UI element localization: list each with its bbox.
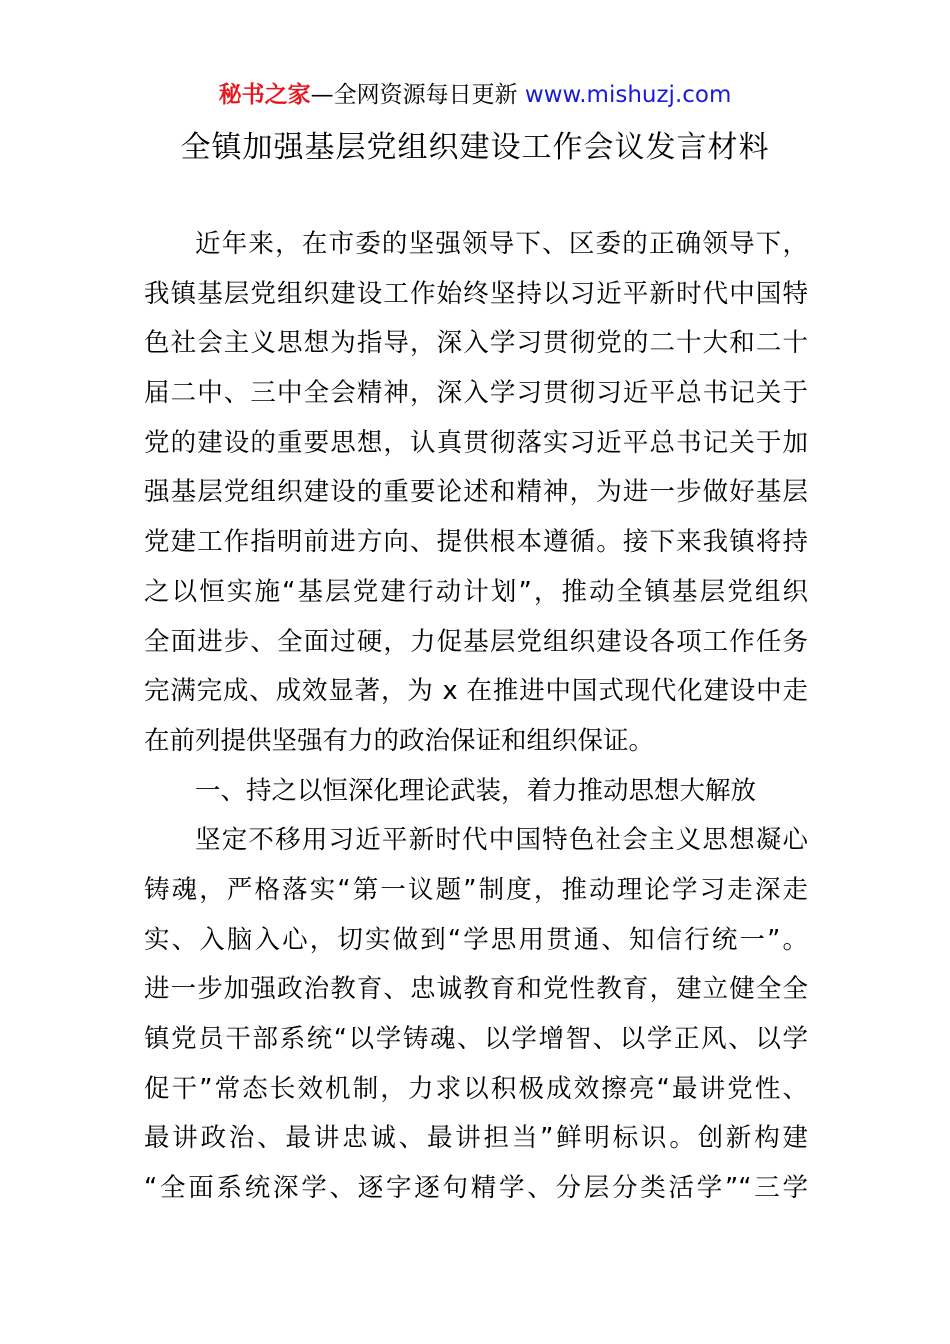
paragraph-line: 近年来，在市委的坚强领导下、区委的正确领导下，: [195, 229, 808, 259]
brand-name: 秘书之家: [218, 82, 311, 108]
paragraph-line: 在前列提供坚强有力的政治保证和组织保证。: [144, 725, 655, 756]
paragraph-line: 我镇基层党组织建设工作始终坚持以习近平新时代中国特: [144, 278, 808, 309]
paragraph-line: 完满完成、成效显著，为 x 在推进中国式现代化建设中走: [144, 676, 808, 707]
header-slogan: —全网资源每日更新: [310, 82, 525, 108]
paragraph-line: 坚定不移用习近平新时代中国特色社会主义思想凝心: [195, 825, 808, 856]
document-body: [144, 220, 808, 1214]
paragraph-line: 届二中、三中全会精神，深入学习贯彻习近平总书记关于: [144, 378, 808, 409]
site-url[interactable]: www.mishuzj.com: [524, 82, 732, 108]
paragraph-line: 强基层党组织建设的重要论述和精神，为进一步做好基层: [144, 477, 808, 508]
paragraph-line: 全面进步、全面过硬，力促基层党组织建设各项工作任务: [144, 626, 808, 657]
paragraph-line: 最讲政治、最讲忠诚、最讲担当”鲜明标识。创新构建: [144, 1123, 808, 1154]
document-title: 全镇加强基层党组织建设工作会议发言材料: [180, 130, 770, 165]
paragraph-line: 色社会主义思想为指导，深入学习贯彻党的二十大和二十: [144, 328, 808, 359]
paragraph-line: 党的建设的重要思想，认真贯彻落实习近平总书记关于加: [144, 427, 808, 458]
paragraph-line: 党建工作指明前进方向、提供根本遵循。接下来我镇将持: [144, 527, 808, 558]
paragraph-line: 铸魂，严格落实“第一议题”制度，推动理论学习走深走: [144, 874, 808, 905]
paragraph-line: 促干”常态长效机制，力求以积极成效擦亮“最讲党性、: [144, 1073, 808, 1104]
site-header: [0, 78, 950, 112]
paragraph-line: 实、入脑入心，切实做到“学思用贯通、知信行统一”。: [144, 924, 808, 955]
paragraph-line: 镇党员干部系统“以学铸魂、以学增智、以学正风、以学: [144, 1024, 808, 1054]
paragraph-line: 进一步加强政治教育、忠诚教育和党性教育，建立健全全: [144, 974, 808, 1005]
paragraph-line: “全面系统深学、逐字逐句精学、分层分类活学”“三学: [144, 1173, 808, 1204]
paragraph-line: 之以恒实施“基层党建行动计划”，推动全镇基层党组织: [144, 576, 808, 607]
section-heading: 一、持之以恒深化理论武装，着力推动思想大解放: [195, 775, 757, 806]
